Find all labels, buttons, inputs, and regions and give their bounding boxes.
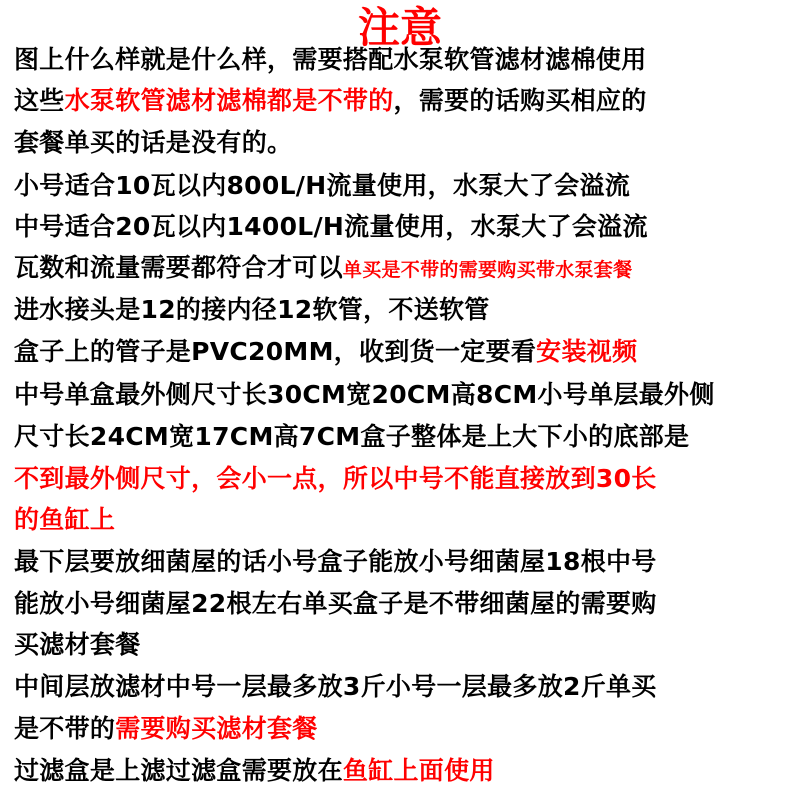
highlighted-text: 水泵软管滤材滤棉都是不带的 [64,86,394,115]
notice-line [14,84,794,118]
notice-line [14,462,794,496]
notice-line [14,293,794,327]
notice-text: 是不带的 [14,714,116,743]
notice-text: 套餐单买的话是没有的。 [14,128,293,157]
notice-line [14,670,794,704]
notice-text: 中号适合20瓦以内1400L/H流量使用，水泵大了会溢流 [14,212,648,241]
notice-line [14,754,794,788]
notice-text: 盒子上的管子是PVC20MM，收到货一定要看 [14,337,537,366]
notice-text: 进水接头是12的接内径12软管，不送软管 [14,295,490,324]
notice-line [14,378,794,412]
notice-line [14,43,794,77]
notice-text: 中号单盒最外侧尺寸长30CM宽20CM高8CM小号单层最外侧 [14,380,715,409]
notice-text: 图上什么样就是什么样，需要搭配水泵软管滤材滤棉使用 [14,45,647,74]
notice-line [14,545,794,579]
highlighted-text: 需要购买滤材套餐 [115,714,318,743]
notice-line [14,210,794,244]
notice-line [14,503,794,537]
notice-text: 过滤盒是上滤过滤盒需要放在 [14,756,343,785]
notice-line [14,335,794,369]
notice-text: 瓦数和流量需要都符合才可以 [14,253,343,282]
notice-line [14,126,794,160]
notice-text: 中间层放滤材中号一层最多放3斤小号一层最多放2斤单买 [14,672,657,701]
notice-text: 尺寸长24CM宽17CM高7CM盒子整体是上大下小的底部是 [14,422,690,451]
notice-text: ，需要的话购买相应的 [393,86,647,115]
notice-text: 小号适合10瓦以内800L/H流量使用，水泵大了会溢流 [14,171,631,200]
notice-title: 注意 [357,3,442,52]
notice-line [14,628,794,662]
highlighted-text: 安装视频 [536,337,638,366]
highlighted-text: 单买是不带的需要购买带水泵套餐 [342,259,633,281]
notice-line [14,420,794,454]
notice-line [14,169,794,203]
highlighted-text: 鱼缸上面使用 [342,756,495,785]
notice-line [14,251,794,285]
notice-line [14,712,794,746]
notice-text: 能放小号细菌屋22根左右单买盒子是不带细菌屋的需要购 [14,589,657,618]
notice-line [14,587,794,621]
notice-text: 这些 [14,86,65,115]
highlighted-text: 不到最外侧尺寸，会小一点，所以中号不能直接放到30长 [14,464,657,493]
notice-text: 最下层要放细菌屋的话小号盒子能放小号细菌屋18根中号 [14,547,657,576]
notice-text: 买滤材套餐 [14,630,141,659]
highlighted-text: 的鱼缸上 [14,505,116,534]
